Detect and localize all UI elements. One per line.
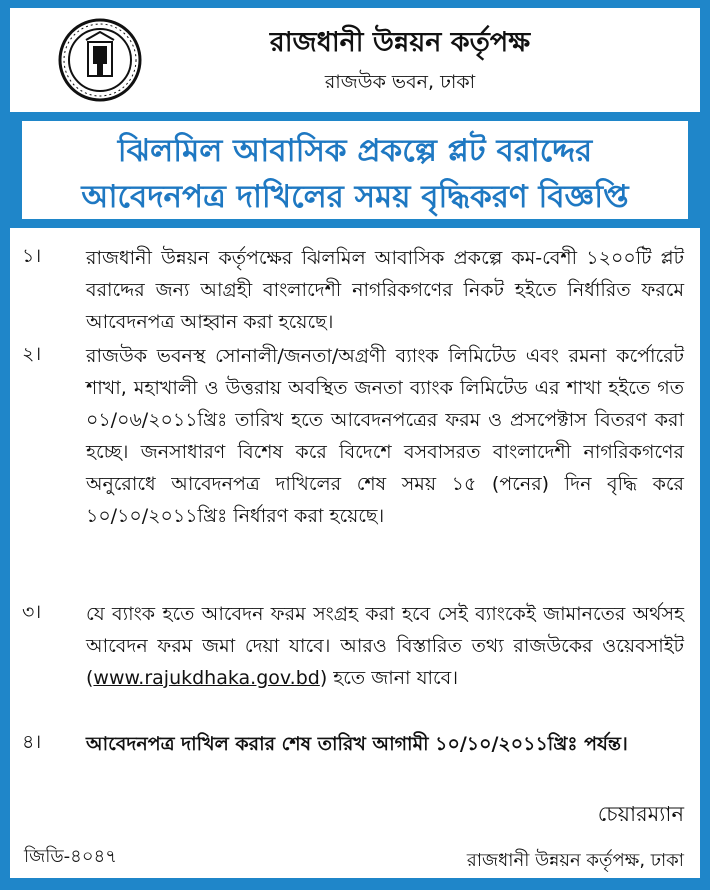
item-text-after: ) হতে জানা যাবে। <box>319 667 459 689</box>
signatory-title: চেয়ারম্যান <box>597 802 684 826</box>
rajuk-seal-icon <box>58 18 142 102</box>
item-text: রাজধানী উন্নয়ন কর্তৃপক্ষের ঝিলমিল আবাসিক প্রকল্পে কম-বেশী ১২০০টি প্লট বরাদ্দের জন্য আগ্রহী বাংলাদেশী নাগরিকগণের নিকট হইতে নির্ধারিত ফরমে আবেদনপত্র আহ্বান করা হয়েছে। <box>86 247 684 333</box>
org-name: রাজধানী উন্নয়ন কর্তৃপক্ষ <box>269 27 531 58</box>
item-number: ২। <box>22 343 42 365</box>
headline-line-1: ঝিলমিল আবাসিক প্রকল্পে প্লট বরাদ্দের <box>117 133 593 169</box>
website-link[interactable]: www.rajukdhaka.gov.bd <box>93 667 320 689</box>
org-address: রাজউক ভবন, ঢাকা <box>324 71 476 93</box>
item-text: রাজউক ভবনস্থ সোনালী/জনতা/অগ্রণী ব্যাংক লিমিটেড এবং রমনা কর্পোরেট শাখা, মহাখালী ও উত্তরায় অবস্থিত জনতা ব্যাংক লিমিটেড এর শাখা হইতে গত ০১/০৬/২০১১খ্রিঃ তারিখ হতে আবেদনপত্রের ফরম ও প্রসপেক্টাস বিতরণ করা হচ্ছে। জনসাধারণ বিশেষ করে বিদেশে বসবাসরত বাংলাদেশী নাগরিকগণের অনুরোধে আবেদনপত্র দাখিলের শেষ সময় ১৫ (পনের) দিন বৃদ্ধি করে ১০/১০/২০১১খ্রিঃ নির্ধারণ করা হয়েছে। <box>86 345 684 527</box>
item-text: আবেদনপত্র দাখিল করার শেষ তারিখ আগামী ১০/১০/২০১১খ্রিঃ পর্যন্ত। <box>86 733 628 755</box>
headline-banner <box>10 112 700 228</box>
item-text <box>86 598 684 694</box>
item-number: ৩। <box>22 601 42 623</box>
item-number: ৪। <box>22 731 42 753</box>
notice-page <box>10 8 700 878</box>
gd-number: জিডি-৪০৪৭ <box>24 846 117 867</box>
item-text-before: যে ব্যাংক হতে আবেদন ফরম সংগ্রহ করা হবে সেই ব্যাংকেই জামানতের অর্থসহ আবেদন ফরম জমা দেয়া যাবে। আরও বিস্তারিত তথ্য রাজউকের ওয়েবসাইট ( <box>86 603 684 689</box>
signatory-org: রাজধানী উন্নয়ন কর্তৃপক্ষ, ঢাকা <box>466 850 684 871</box>
header <box>10 8 700 112</box>
headline-line-2: আবেদনপত্র দাখিলের সময় বৃদ্ধিকরণ বিজ্ঞপ্তি <box>81 179 629 215</box>
headline-box <box>22 121 688 219</box>
item-number: ১। <box>22 245 42 267</box>
